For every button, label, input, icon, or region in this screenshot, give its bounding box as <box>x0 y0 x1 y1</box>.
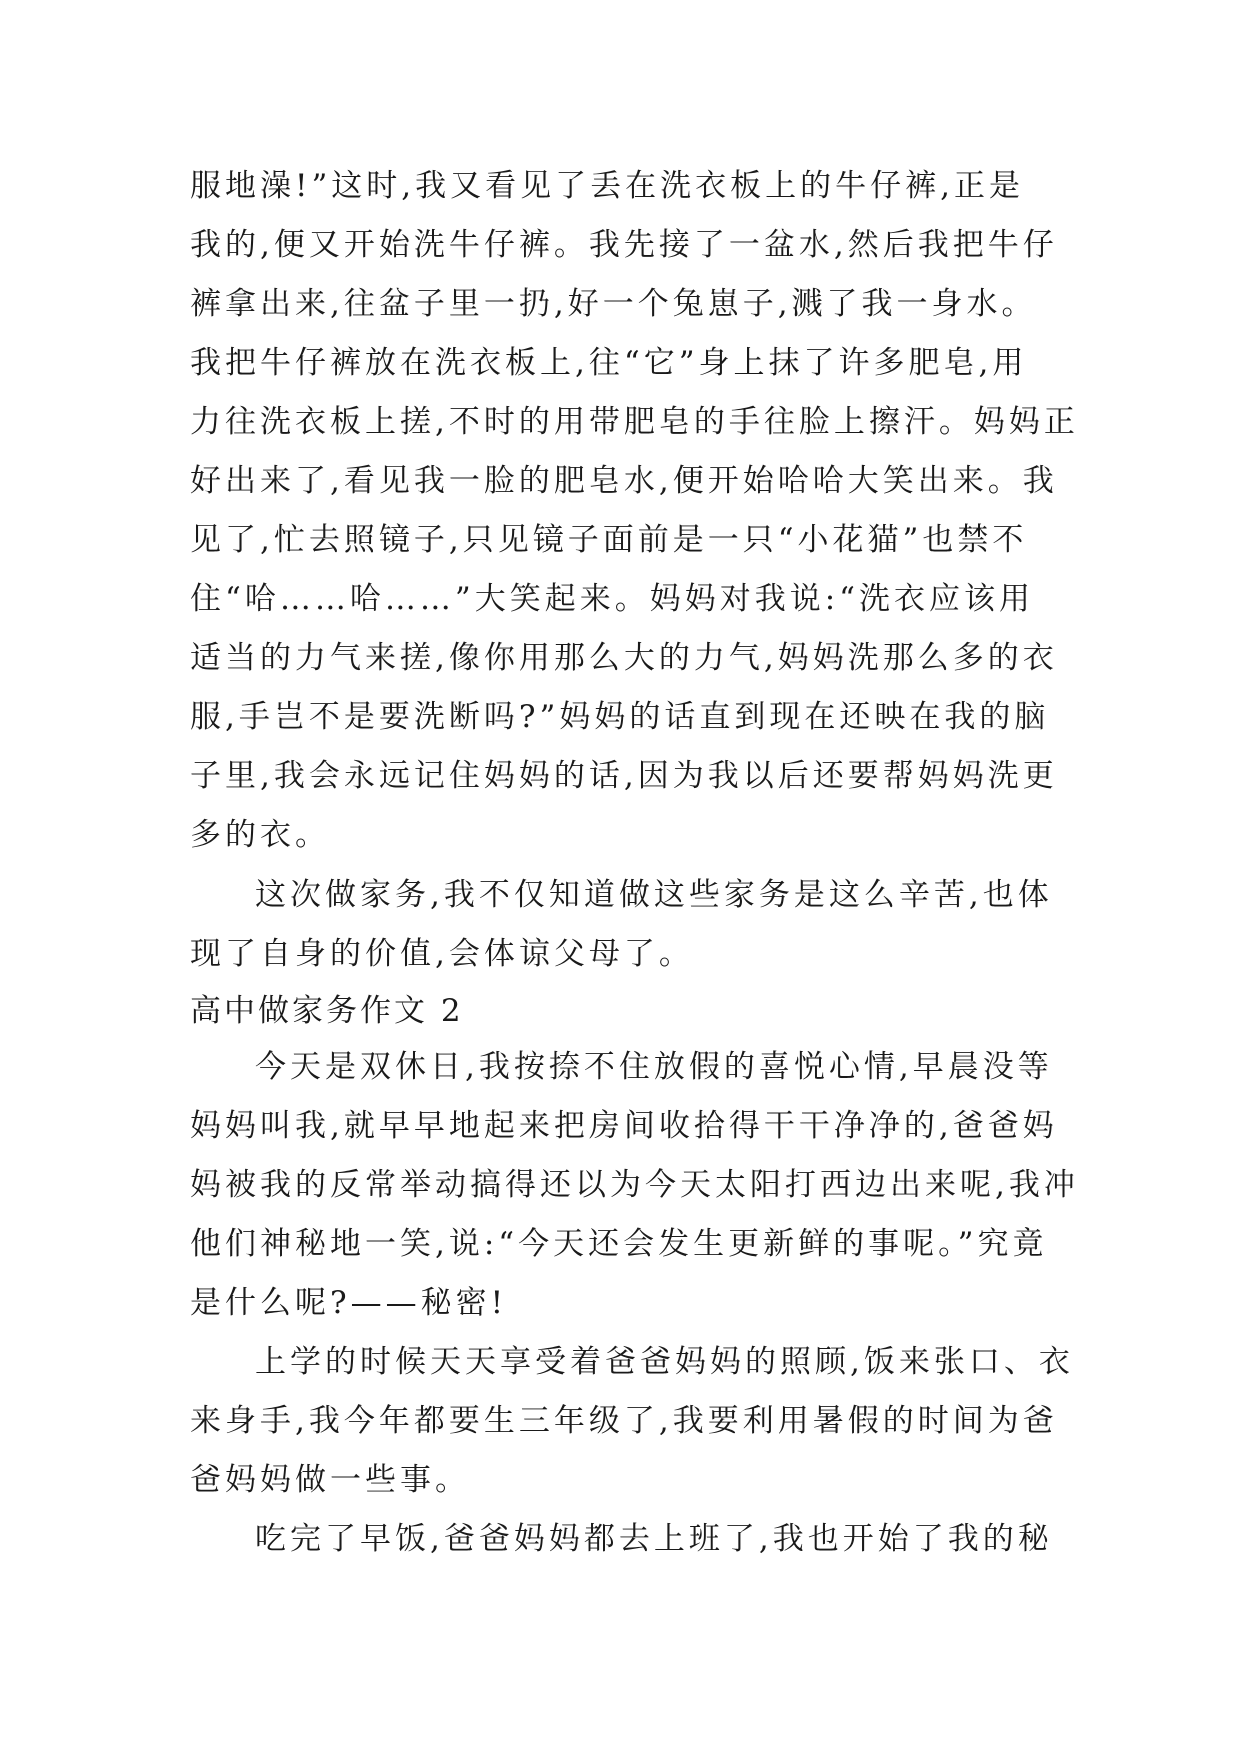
text-line: 服,手岂不是要洗断吗?”妈妈的话直到现在还映在我的脑 <box>190 699 1050 735</box>
paragraph-first-line: 这次做家务,我不仅知道做这些家务是这么辛苦,也体 <box>255 877 1053 913</box>
text-line: 爸妈妈做一些事。 <box>190 1462 470 1498</box>
text-line: 妈被我的反常举动搞得还以为今天太阳打西边出来呢,我冲 <box>190 1167 1079 1203</box>
paragraph-first-line: 吃完了早饭,爸爸妈妈都去上班了,我也开始了我的秘 <box>255 1521 1053 1557</box>
text-line: 是什么呢?——秘密! <box>190 1285 508 1321</box>
text-line: 裤拿出来,往盆子里一扔,好一个兔崽子,溅了我一身水。 <box>190 286 1037 322</box>
section-heading: 高中做家务作文 2 <box>190 993 464 1029</box>
text-line: 妈妈叫我,就早早地起来把房间收拾得干干净净的,爸爸妈 <box>190 1108 1058 1144</box>
text-line: 服地澡!”这时,我又看见了丢在洗衣板上的牛仔裤,正是 <box>190 168 1025 204</box>
text-line: 现了自身的价值,会体谅父母了。 <box>190 936 694 972</box>
text-line: 力往洗衣板上搓,不时的用带肥皂的手往脸上擦汗。妈妈正 <box>190 404 1079 440</box>
paragraph-first-line: 上学的时候天天享受着爸爸妈妈的照顾,饭来张口、衣 <box>255 1344 1074 1380</box>
text-line: 我把牛仔裤放在洗衣板上,往“它”身上抹了许多肥皂,用 <box>190 345 1028 381</box>
text-line: 住“哈……哈……”大笑起来。妈妈对我说:“洗衣应该用 <box>190 581 1034 617</box>
text-line: 子里,我会永远记住妈妈的话,因为我以后还要帮妈妈洗更 <box>190 758 1058 794</box>
text-line: 适当的力气来搓,像你用那么大的力气,妈妈洗那么多的衣 <box>190 640 1058 676</box>
text-line: 见了,忙去照镜子,只见镜子面前是一只“小花猫”也禁不 <box>190 522 1028 558</box>
paragraph-first-line: 今天是双休日,我按捺不住放假的喜悦心情,早晨没等 <box>255 1049 1053 1085</box>
text-line: 来身手,我今年都要生三年级了,我要利用暑假的时间为爸 <box>190 1403 1058 1439</box>
text-line: 我的,便又开始洗牛仔裤。我先接了一盆水,然后我把牛仔 <box>190 227 1058 263</box>
text-line: 他们神秘地一笑,说:“今天还会发生更新鲜的事呢。”究竟 <box>190 1226 1048 1262</box>
text-line: 多的衣。 <box>190 817 330 853</box>
text-line: 好出来了,看见我一脸的肥皂水,便开始哈哈大笑出来。我 <box>190 463 1058 499</box>
